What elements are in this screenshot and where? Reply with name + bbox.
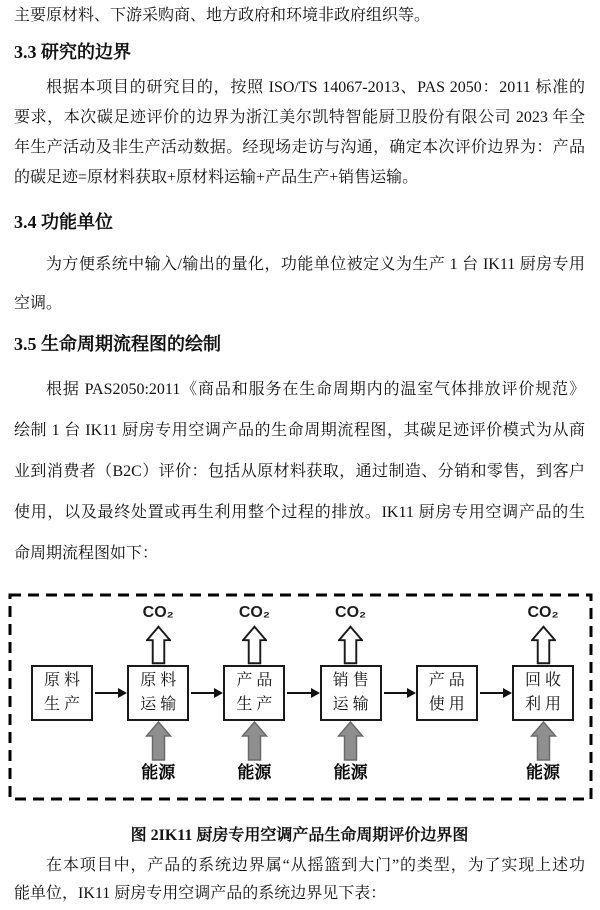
paragraph-line: 在本项目中，产品的系统边界属“从摇篮到大门”的类型，为了实现上述功 [46,857,585,874]
process-box-line: 使用 [428,696,469,713]
process-box-line: 产品 [236,672,277,689]
paragraph-line: 绘制 1 台 IK11 厨房专用空调产品的生命周期流程图，其碳足迹评价模式为从商 [14,422,585,439]
paragraph-3-3 [14,73,585,193]
stage-raw-material-transport [126,603,190,785]
process-box-line: 运输 [140,696,181,713]
paragraph-line: 主要原材料、下游采购商、地方政府和环境非政府组织等。 [14,7,431,24]
paragraph-line: 年生产活动及非生产活动数据。经现场走访与沟通，确定本次评价边界为：产品 [14,139,585,156]
process-box-line: 生产 [236,696,277,713]
co2-label: CO₂ [335,604,367,621]
stage-product-use [415,603,479,785]
lifecycle-boundary-diagram [8,593,593,801]
energy-label: 能源 [141,763,176,782]
flow-arrow-icon [191,692,221,694]
stage-sales-transport [319,603,383,785]
process-box [31,665,93,721]
paragraph-line: 能单位，IK11 厨房专用空调产品的系统边界见下表： [14,885,387,902]
stage-recycling [511,603,575,785]
process-box [416,665,478,721]
co2-emission-arrow-icon [338,625,363,665]
energy-input-arrow-icon [337,721,364,761]
process-box-line: 生产 [43,696,84,713]
paragraph-line: 的碳足迹=原材料获取+原材料运输+产品生产+销售运输。 [14,169,419,186]
paragraph-3-5 [14,369,585,574]
co2-label: CO₂ [238,604,270,621]
figure-caption: 图 2IK11 厨房专用空调产品生命周期评价边界图 [130,827,469,844]
process-box-line: 回收 [525,672,566,689]
flow-arrow-icon [480,692,510,694]
energy-input-arrow-icon [530,721,557,761]
energy-input-arrow-icon [241,721,268,761]
paragraph-line: 空调。 [14,295,63,312]
paragraph-line: 为方便系统中输入/输出的量化，功能单位被定义为生产 1 台 IK11 厨房专用 [46,256,585,273]
paragraph-line: 使用，以及最终处置或再生利用整个过程的排放。IK11 厨房专用空调产品的生 [14,504,585,521]
paragraph-line: 根据 PAS2050:2011《商品和服务在生命周期内的温室气体排放评价规范》 [46,381,585,398]
process-box [512,665,574,721]
co2-label: CO₂ [527,604,559,621]
energy-label: 能源 [333,763,368,782]
co2-emission-arrow-icon [242,625,267,665]
energy-label: 能源 [526,763,561,782]
process-box-line: 产品 [428,672,469,689]
flow-arrow-icon [95,692,125,694]
process-box-line: 运输 [332,696,373,713]
process-box [223,665,285,721]
paragraph-after-figure [14,852,585,908]
process-box-line: 原料 [43,672,84,689]
co2-emission-arrow-icon [146,625,171,665]
stage-product-production [222,603,286,785]
stage-raw-material-production [30,603,94,785]
energy-input-arrow-icon [145,721,172,761]
process-box-line: 利用 [525,696,566,713]
co2-emission-arrow-icon [531,625,556,665]
process-box-line: 原料 [140,672,181,689]
paragraph-3-4 [14,245,585,323]
flow-arrow-icon [287,692,317,694]
section-heading-3-5: 3.5 生命周期流程图的绘制 [14,334,221,354]
flow-arrow-icon [384,692,414,694]
stage-row [8,593,593,785]
paragraph-line: 根据本项目的研究目的，按照 ISO/TS 14067-2013、PAS 2050：2011 标准的 [46,79,585,96]
co2-label: CO₂ [142,604,174,621]
paragraph-line: 要求，本次碳足迹评价的边界为浙江美尔凯特智能厨卫股份有限公司 2023 年全 [14,109,585,126]
process-box-line: 销售 [332,672,373,689]
process-box [320,665,382,721]
paragraph-line: 业到消费者（B2C）评价：包括从原材料获取，通过制造、分销和零售，到客户 [14,463,585,480]
paragraph-line: 命周期流程图如下： [14,545,159,562]
process-box [127,665,189,721]
section-heading-3-4: 3.4 功能单位 [14,212,113,232]
energy-label: 能源 [237,763,272,782]
section-heading-3-3: 3.3 研究的边界 [14,42,131,62]
